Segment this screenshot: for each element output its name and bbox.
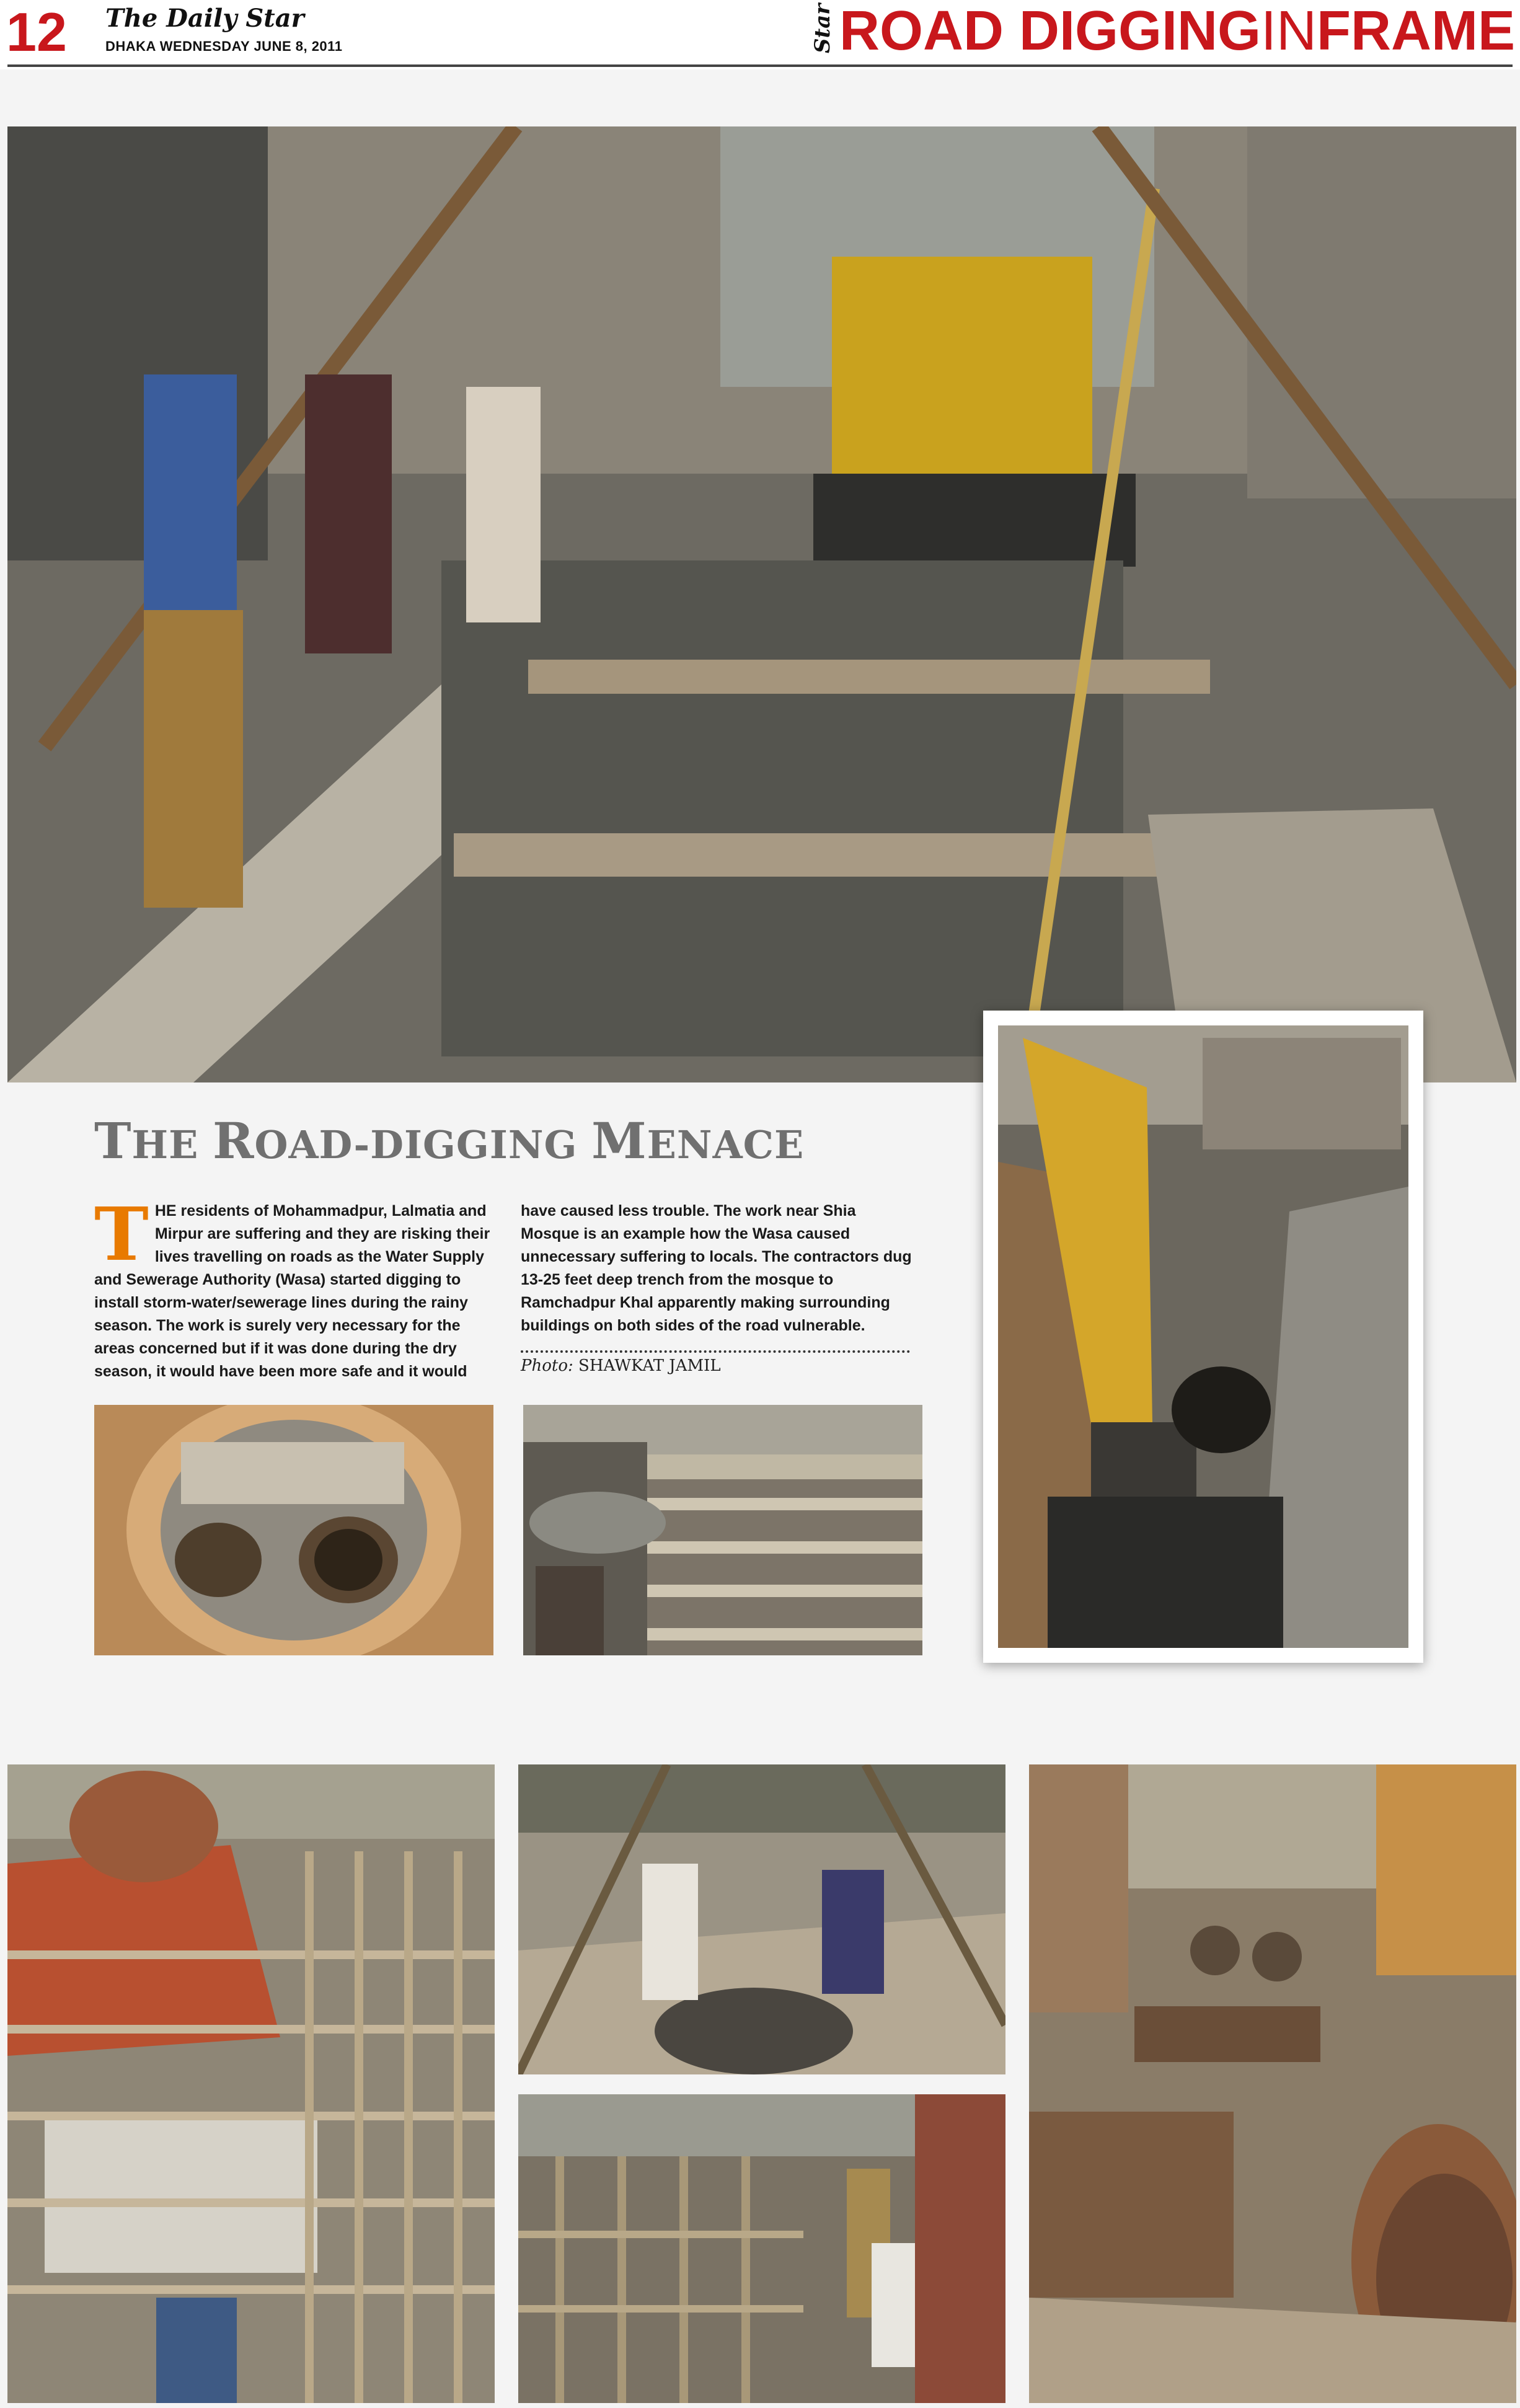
section-title-in: IN [1261, 0, 1317, 62]
section-title-frame: FRAME [1317, 0, 1515, 62]
masthead [105, 5, 342, 55]
header-rule [7, 64, 1513, 67]
headline-initial-t: T [94, 1112, 132, 1170]
photo-workers-lifting-pipe [518, 1764, 1005, 2074]
headline-enace: ENACE [647, 1122, 805, 1167]
dotted-rule [521, 1350, 910, 1353]
masthead-name: The Daily Star [105, 4, 304, 33]
photo-credit-name: SHAWKAT JAMIL [578, 1357, 721, 1375]
article-body-2: have caused less trouble. The work near Shia Mosque is an example how the Wasa caused unnecessary suffering to locals. The contractors dug 13-25 feet deep trench from the mosque to Ramchadpur Khal apparently making surrounding buildings on both sides of the road vulnerable. [521, 1202, 912, 1334]
section-title [812, 2, 1515, 71]
photo-bricks-scaffold [7, 1764, 495, 2403]
headline-oad-digging: OAD-DIGGING [254, 1122, 592, 1167]
headline-he: HE [131, 1122, 213, 1167]
article-column-1 [94, 1191, 491, 1383]
framed-photo-excavator [983, 1011, 1423, 1663]
photo-excavator-trench [998, 1025, 1408, 1648]
photo-credit [521, 1357, 721, 1375]
main-photo-trench-walkway [7, 126, 1516, 1082]
article-headline [94, 1110, 950, 1176]
headline-initial-m: M [591, 1112, 647, 1170]
photo-credit-label: Photo: [521, 1357, 573, 1375]
photo-pipes-on-road [1029, 1764, 1516, 2403]
drop-cap: T [94, 1191, 149, 1277]
photo-worker-carrying-load [523, 1405, 922, 1655]
article-column-2 [521, 1200, 917, 1337]
dateline: DHAKA WEDNESDAY JUNE 8, 2011 [105, 38, 343, 54]
photo-through-pipe [94, 1405, 493, 1655]
article-body-1: HE residents of Mohammadpur, Lalmatia and Mirpur are suffering and they are risking their lives travelling on roads as the Water Supply and Sewerage Authority (Wasa) started digging to install storm-water/sewerage lines during the rainy season. The work is surely very necessary for the areas concerned but if it was done during the dry season, it would have been more safe and it would [94, 1202, 490, 1380]
section-title-road-digging: ROAD DIGGING [839, 0, 1262, 62]
headline-initial-r: R [212, 1112, 255, 1170]
star-logo: Star [810, 3, 836, 53]
page-number: 12 [6, 1, 67, 63]
page-header [0, 0, 1520, 69]
photo-boy-walking-scaffold [518, 2094, 1005, 2403]
